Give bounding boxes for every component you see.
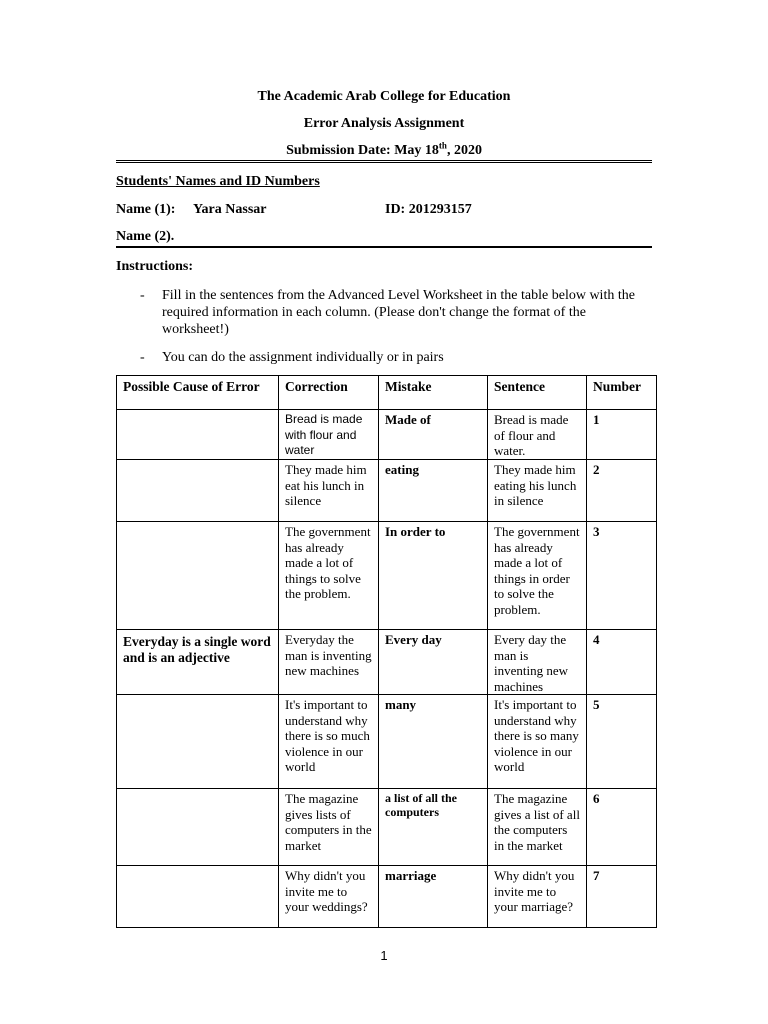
name1-label: Name (1): (116, 202, 176, 217)
mistake-cell: a list of all the computers (379, 789, 488, 866)
table-row (117, 789, 657, 866)
students-divider (116, 246, 652, 248)
number-cell: 2 (587, 460, 657, 522)
students-heading: Students' Names and ID Numbers (116, 174, 320, 189)
column-header-mistake: Mistake (379, 376, 488, 410)
number-cell: 7 (587, 866, 657, 928)
sentence-cell: The magazine gives a list of all the computers in the market (488, 789, 587, 866)
number-cell: 5 (587, 695, 657, 789)
number-cell: 4 (587, 630, 657, 695)
table-row (117, 410, 657, 460)
sentence-cell: They made him eating his lunch in silence (488, 460, 587, 522)
table-row (117, 695, 657, 789)
cause-cell (117, 789, 279, 866)
mistake-cell: Every day (379, 630, 488, 695)
correction-cell: Everyday the man is inventing new machines (279, 630, 379, 695)
instructions-heading: Instructions: (116, 259, 194, 274)
table-row (117, 522, 657, 630)
name1-value: Yara Nassar (193, 202, 267, 217)
sentence-cell: It's important to understand why there is so many violence in our world (488, 695, 587, 789)
correction-cell: Why didn't you invite me to your weddings? (279, 866, 379, 928)
number-cell: 1 (587, 410, 657, 460)
cause-cell (117, 866, 279, 928)
assignment-title: Error Analysis Assignment (303, 116, 465, 131)
submission-date: Submission Date: May 18th, 2020 (286, 140, 482, 158)
sentence-cell: The government has already made a lot of things in order to solve the problem. (488, 522, 587, 630)
page-number: 1 (380, 948, 388, 963)
correction-cell: The government has already made a lot of things to solve the problem. (279, 522, 379, 630)
cause-cell: Everyday is a single word and is an adjective (117, 630, 279, 695)
cause-cell (117, 522, 279, 630)
sentence-cell: Why didn't you invite me to your marriage? (488, 866, 587, 928)
bullet-dash: - (140, 350, 145, 365)
column-header-sentence: Sentence (488, 376, 587, 410)
cause-cell (117, 460, 279, 522)
mistake-cell: Made of (379, 410, 488, 460)
correction-cell: Bread is made with flour and water (279, 410, 379, 460)
college-title: The Academic Arab College for Education (257, 89, 511, 104)
cause-cell (117, 695, 279, 789)
instruction-item: You can do the assignment individually or in pairs (162, 350, 444, 365)
mistake-cell: In order to (379, 522, 488, 630)
table-row (117, 460, 657, 522)
sentence-cell: Every day the man is inventing new machines (488, 630, 587, 695)
column-header-correction: Correction (279, 376, 379, 410)
table-row (117, 630, 657, 695)
header-divider (116, 160, 652, 163)
correction-cell: It's important to understand why there is so much violence in our world (279, 695, 379, 789)
number-cell: 6 (587, 789, 657, 866)
cause-cell (117, 410, 279, 460)
error-analysis-table (116, 375, 657, 928)
correction-cell: The magazine gives lists of computers in the market (279, 789, 379, 866)
name2-label: Name (2). (116, 229, 175, 244)
number-cell: 3 (587, 522, 657, 630)
bullet-dash: - (140, 288, 145, 303)
student-id: ID: 201293157 (385, 202, 472, 217)
mistake-cell: many (379, 695, 488, 789)
column-header-number: Number (587, 376, 657, 410)
mistake-cell: eating (379, 460, 488, 522)
sentence-cell: Bread is made of flour and water. (488, 410, 587, 460)
table-header-row (117, 376, 657, 410)
column-header-cause: Possible Cause of Error (117, 376, 279, 410)
instruction-item: Fill in the sentences from the Advanced Level Worksheet in the table below with the required information in each column. (Please don't change the format of the worksheet!) (162, 288, 635, 337)
correction-cell: They made him eat his lunch in silence (279, 460, 379, 522)
table-row (117, 866, 657, 928)
mistake-cell: marriage (379, 866, 488, 928)
